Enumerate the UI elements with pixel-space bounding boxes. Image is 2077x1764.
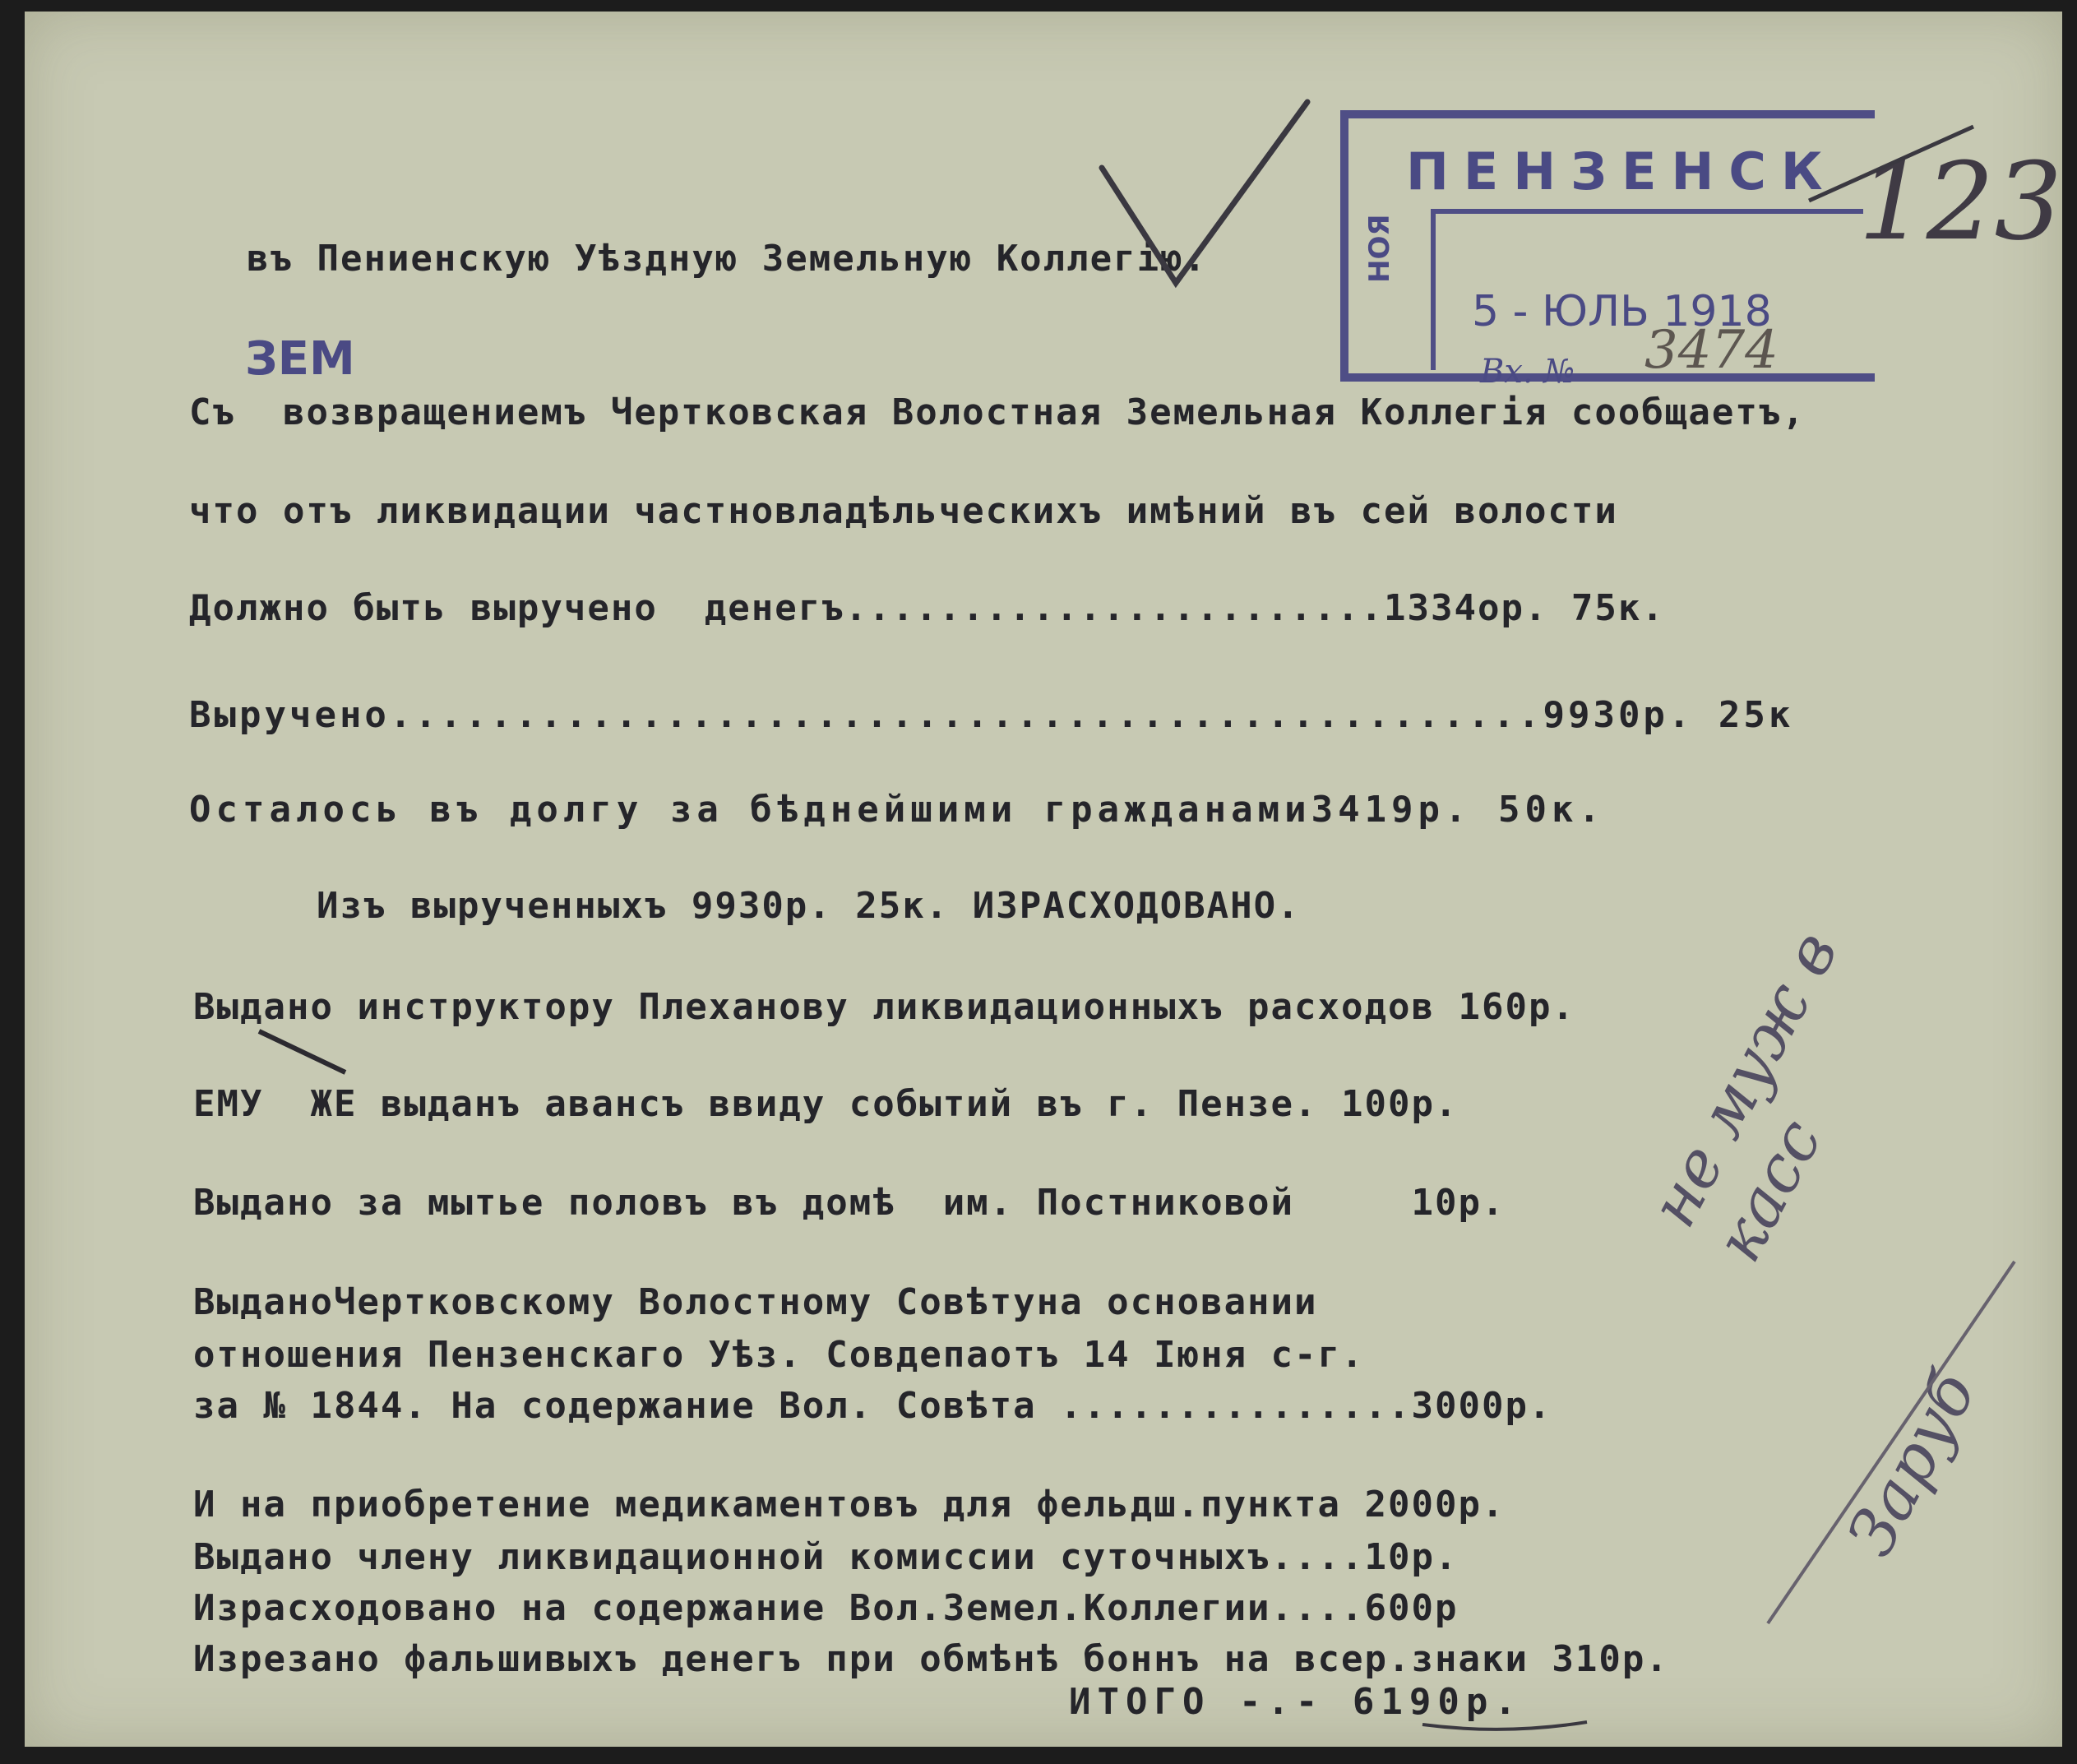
stamp-dept: ЗЕМ: [245, 332, 355, 386]
text-line: ВыданоЧертковскому Волостному Совѣтуна основании: [193, 1281, 1318, 1323]
stamp-incoming-label: Вх. №: [1480, 353, 1575, 391]
text-line: Осталось въ долгу за бѣднейшими гражданами3419р. 50к.: [189, 789, 1605, 831]
margin-note-line1: не муж в касс: [1636, 919, 1853, 1274]
stamp-incoming-number: 3474: [1644, 320, 1779, 381]
text-line: отношения Пензенскаго Уѣз. Совдепаотъ 14 Iюня с-г.: [193, 1334, 1365, 1376]
document-heading: въ Пениенскую Уѣздную Земельную Коллегію.: [247, 238, 1208, 280]
text-line: что отъ ликвидации частновладѣльческихъ имѣний въ сей волости: [189, 490, 1618, 532]
stamp-side-text: НОЯ: [1363, 214, 1396, 283]
registration-stamp: [1340, 110, 1875, 391]
text-line: ЕМУ ЖЕ выданъ авансъ ввиду событий въ г. Пензе. 100р.: [193, 1083, 1459, 1125]
text-line: Выдано члену ликвидационной комиссии суточныхъ....10р.: [193, 1536, 1459, 1578]
text-line: Выдано инструктору Плеханову ликвидационныхъ расходов 160р.: [193, 986, 1575, 1028]
text-line: Израсходовано на содержание Вол.Земел.Коллегии....600р: [193, 1587, 1459, 1629]
text-line: Должно быть выручено денегъ.......................1334ор. 75к.: [189, 587, 1665, 629]
text-line: Выдано за мытье половъ въ домѣ им. Постниковой 10р.: [193, 1182, 1506, 1224]
stamp-title: ПЕНЗЕНСК: [1406, 141, 1838, 201]
text-line: за № 1844. На содержание Вол. Совѣта ...............3000р.: [193, 1385, 1552, 1427]
text-line: И на приобретение медикаментовъ для фельдш.пункта 2000р.: [193, 1484, 1506, 1526]
strike-mark: [259, 1031, 345, 1072]
underline-mark: [1422, 1722, 1587, 1729]
text-line: Изрезано фальшивыхъ денегъ при обмѣнѣ боннъ на всер.знаки 310р.: [193, 1638, 1669, 1680]
corner-number: 123: [1858, 139, 2063, 264]
text-line: Изъ вырученныхъ 9930р. 25к. ИЗРАСХОДОВАНО.: [317, 885, 1301, 927]
document-page: [25, 12, 2062, 1747]
total-line: ИТОГО -.- 6190р.: [1069, 1681, 1523, 1723]
margin-note-line2: Заруб: [1834, 1359, 1991, 1568]
text-line: Съ возвращениемъ Чертковская Волостная Земельная Коллегія сообщаетъ,: [189, 391, 1806, 433]
text-line: Выручено..............................................9930р. 25к: [189, 694, 1794, 736]
stamp-date: 5 - ЮЛЬ 1918: [1472, 287, 1772, 336]
